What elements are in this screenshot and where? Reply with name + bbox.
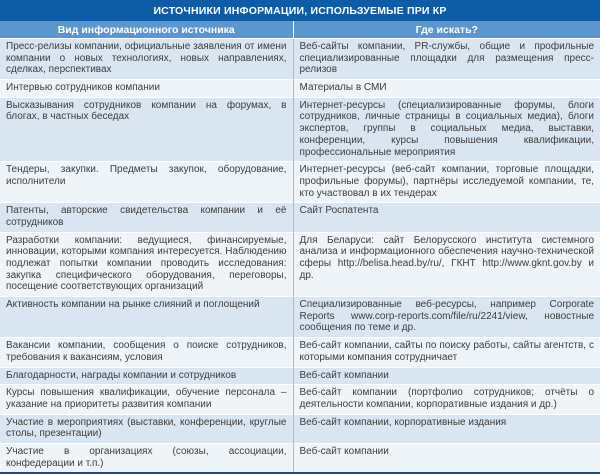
cell-source: Патенты, авторские свидетельства компании и её сотрудников xyxy=(0,203,293,232)
cell-where: Материалы в СМИ xyxy=(293,80,600,98)
column-header-source: Вид информационного источника xyxy=(0,21,293,39)
table-row xyxy=(0,297,600,338)
cell-where: Веб-сайт компании, сайты по поиску работы, сайты агентств, с которыми компания сотрудничает xyxy=(293,338,600,367)
cell-source: Пресс-релизы компании, официальные заявления от имени компании о новых технологиях, новых направлениях, сделках, перспективах xyxy=(0,39,293,80)
cell-where: Для Беларуси: сайт Белорусского института системного анализа и информационного обеспечения научно-технической сферы http://belisa.head.by/ru/, ГКНТ http://www.gknt.gov.by и др. xyxy=(293,232,600,296)
cell-source: Высказывания сотрудников компании на форумах, в блогах, в частных беседах xyxy=(0,97,293,161)
cell-source: Участие в мероприятиях (выставки, конференции, круглые столы, презентации) xyxy=(0,414,293,443)
column-header-row xyxy=(0,21,600,39)
table-row xyxy=(0,414,600,443)
table-row xyxy=(0,80,600,98)
cell-source: Участие в организациях (союзы, ассоциации, конфедерации и т.п.) xyxy=(0,443,293,473)
cell-source: Благодарности, награды компании и сотрудников xyxy=(0,367,293,385)
title-bar xyxy=(0,0,600,21)
table-row xyxy=(0,385,600,414)
cell-source: Активность компании на рынке слияний и поглощений xyxy=(0,297,293,338)
cell-source: Курсы повышения квалификации, обучение персонала – указание на приоритеты развития компании xyxy=(0,385,293,414)
cell-where: Специализированные веб-ресурсы, например Corporate Reports www.corp-reports.com/file/ru/2241/view, новостные сообщения по теме и др. xyxy=(293,297,600,338)
cell-source: Вакансии компании, сообщения о поиске сотрудников, требования к вакансиям, условия xyxy=(0,338,293,367)
cell-source: Тендеры, закупки. Предметы закупок, оборудование, исполнители xyxy=(0,162,293,203)
table-body xyxy=(0,39,600,474)
cell-where: Веб-сайт компании xyxy=(293,443,600,473)
table-row xyxy=(0,367,600,385)
page-title: ИСТОЧНИКИ ИНФОРМАЦИИ, ИСПОЛЬЗУЕМЫЕ ПРИ КР xyxy=(0,0,600,21)
table-row xyxy=(0,97,600,161)
cell-source: Интервью сотрудников компании xyxy=(0,80,293,98)
table-row xyxy=(0,338,600,367)
table-row xyxy=(0,443,600,473)
cell-where: Веб-сайт компании xyxy=(293,367,600,385)
cell-where: Сайт Роспатента xyxy=(293,203,600,232)
cell-source: Разработки компании: ведущиеся, финансируемые, инновации, которыми компания интересуется. Наблюдению подлежат попытки компании проводить исследования: закупка специфического оборудования, переговоры, посещение соответствующих организаций xyxy=(0,232,293,296)
cell-where: Интернет-ресурсы (специализированные форумы, блоги сотрудников, личные страницы в социальных медиа), блоги экспертов, группы в социальных медиа, выставки, конференции, курсы повышения квалификации, профессиональные мероприятия xyxy=(293,97,600,161)
table-row xyxy=(0,162,600,203)
cell-where: Веб-сайты компании, PR-службы, общие и профильные специализированные площадки для размещения пресс-релизов xyxy=(293,39,600,80)
table-row xyxy=(0,203,600,232)
cell-where: Веб-сайт компании (портфолио сотрудников; отчёты о деятельности компании, корпоративные издания и др.) xyxy=(293,385,600,414)
cell-where: Веб-сайт компании, корпоративные издания xyxy=(293,414,600,443)
table-row xyxy=(0,232,600,296)
cell-where: Интернет-ресурсы (веб-сайт компании, торговые площадки, профильные форумы), партнёры исследуемой компании, те, кто участвовал в их тендерах xyxy=(293,162,600,203)
column-header-where: Где искать? xyxy=(293,21,600,39)
table-row xyxy=(0,39,600,80)
